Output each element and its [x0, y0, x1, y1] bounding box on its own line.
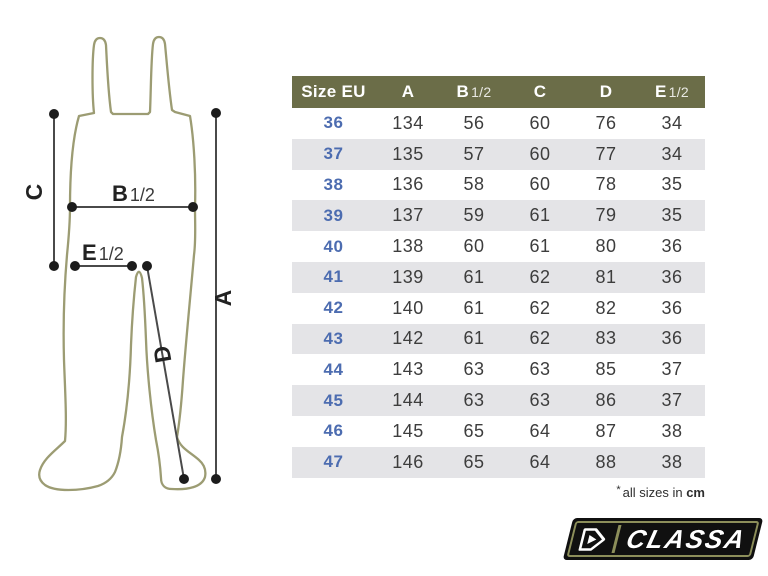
measure-dot [49, 109, 59, 119]
value-cell-d: 81 [595, 266, 617, 287]
label-e: E [82, 240, 97, 265]
size-cell: 40 [323, 236, 344, 256]
value-cell-e: 34 [661, 143, 683, 164]
value-cell-a: 135 [392, 143, 424, 164]
value-cell-d: 83 [595, 328, 617, 349]
value-cell-d: 76 [595, 112, 617, 133]
footnote-text: all sizes in [622, 485, 683, 500]
col-header-e [639, 76, 705, 108]
measure-dot [49, 261, 59, 271]
units-footnote [292, 484, 705, 500]
value-cell-e: 35 [661, 174, 683, 195]
measure-dot [179, 474, 189, 484]
value-cell-a: 134 [392, 112, 424, 133]
value-cell-b: 59 [463, 205, 485, 226]
measure-dot [127, 261, 137, 271]
value-cell-a: 140 [392, 297, 424, 318]
value-cell-d: 78 [595, 174, 617, 195]
label-b-fraction: 1/2 [129, 185, 155, 205]
table-row [292, 139, 705, 170]
value-cell-b: 57 [463, 143, 485, 164]
measure-dot [67, 202, 77, 212]
measure-dot [211, 108, 221, 118]
value-cell-c: 61 [529, 236, 551, 257]
footnote-asterisk: * [616, 484, 621, 496]
measure-dot [211, 474, 221, 484]
size-cell: 39 [323, 205, 344, 225]
size-cell: 46 [323, 421, 344, 441]
value-cell-c: 61 [529, 205, 551, 226]
table-row [292, 447, 705, 478]
size-cell: 41 [323, 267, 344, 287]
value-cell-c: 64 [529, 451, 551, 472]
value-cell-d: 86 [595, 390, 617, 411]
value-cell-b: 63 [463, 359, 485, 380]
label-a: A [210, 289, 236, 307]
value-cell-a: 137 [392, 205, 424, 226]
value-cell-d: 77 [595, 143, 617, 164]
measure-line-d [147, 266, 184, 479]
table-body [292, 108, 705, 478]
value-cell-b: 61 [463, 328, 485, 349]
logo-divider [612, 525, 622, 553]
value-cell-c: 62 [529, 297, 551, 318]
value-cell-b: 60 [463, 236, 485, 257]
size-cell: 47 [323, 452, 344, 472]
value-cell-d: 87 [595, 420, 617, 441]
value-cell-b: 56 [463, 112, 485, 133]
value-cell-b: 61 [463, 297, 485, 318]
label-e-half [82, 240, 124, 265]
value-cell-a: 139 [392, 266, 424, 287]
value-cell-a: 138 [392, 236, 424, 257]
brand-d-arrow-icon [577, 527, 610, 552]
value-cell-a: 146 [392, 451, 424, 472]
col-header-a-label: A [401, 82, 415, 101]
value-cell-a: 145 [392, 420, 424, 441]
table-row [292, 200, 705, 231]
label-b-half [112, 181, 155, 206]
col-header-c-label: C [533, 82, 547, 101]
value-cell-d: 82 [595, 297, 617, 318]
value-cell-b: 58 [463, 174, 485, 195]
table-row [292, 108, 705, 139]
value-cell-e: 36 [661, 266, 683, 287]
value-cell-a: 144 [392, 390, 424, 411]
table-row [292, 324, 705, 355]
value-cell-e: 38 [661, 420, 683, 441]
value-cell-d: 88 [595, 451, 617, 472]
value-cell-c: 60 [529, 174, 551, 195]
classa-logo [568, 518, 758, 560]
measure-dot [70, 261, 80, 271]
waders-measurement-diagram [0, 0, 280, 530]
value-cell-e: 37 [661, 359, 683, 380]
col-header-e-fraction: 1/2 [668, 84, 689, 100]
table-row [292, 416, 705, 447]
value-cell-e: 36 [661, 297, 683, 318]
value-cell-d: 85 [595, 359, 617, 380]
value-cell-b: 61 [463, 266, 485, 287]
footnote-unit: cm [686, 485, 705, 500]
value-cell-c: 62 [529, 266, 551, 287]
size-cell: 37 [323, 144, 344, 164]
size-table [292, 76, 705, 478]
col-header-size-eu: Size EU [301, 82, 366, 101]
label-e-fraction: 1/2 [98, 244, 124, 264]
value-cell-c: 63 [529, 359, 551, 380]
value-cell-e: 38 [661, 451, 683, 472]
value-cell-c: 64 [529, 420, 551, 441]
label-d: D [147, 343, 177, 365]
value-cell-a: 143 [392, 359, 424, 380]
table-header-row [292, 76, 705, 108]
brand-name: CLASSA [623, 524, 750, 554]
col-header-c [507, 76, 573, 108]
logo-plate [563, 518, 763, 560]
size-cell: 45 [323, 390, 344, 410]
value-cell-c: 60 [529, 112, 551, 133]
col-header-d-label: D [599, 82, 613, 101]
col-header-b [441, 76, 507, 108]
value-cell-b: 65 [463, 420, 485, 441]
value-cell-c: 63 [529, 390, 551, 411]
table-row [292, 262, 705, 293]
table-row [292, 354, 705, 385]
table-row [292, 293, 705, 324]
value-cell-d: 79 [595, 205, 617, 226]
value-cell-c: 62 [529, 328, 551, 349]
value-cell-b: 63 [463, 390, 485, 411]
size-cell: 42 [323, 298, 344, 318]
label-c: C [21, 183, 47, 201]
col-header-b-fraction: 1/2 [471, 84, 492, 100]
size-cell: 38 [323, 174, 344, 194]
size-cell: 44 [323, 359, 344, 379]
value-cell-a: 142 [392, 328, 424, 349]
value-cell-e: 36 [661, 328, 683, 349]
value-cell-e: 36 [661, 236, 683, 257]
col-header-a [375, 76, 441, 108]
size-cell: 43 [323, 328, 344, 348]
value-cell-e: 35 [661, 205, 683, 226]
size-cell: 36 [323, 113, 344, 133]
value-cell-c: 60 [529, 143, 551, 164]
value-cell-b: 65 [463, 451, 485, 472]
table-row [292, 385, 705, 416]
measure-dot [188, 202, 198, 212]
value-cell-d: 80 [595, 236, 617, 257]
col-header-d [573, 76, 639, 108]
table-row [292, 170, 705, 201]
value-cell-a: 136 [392, 174, 424, 195]
measure-dot [142, 261, 152, 271]
col-header-b-label: B [456, 82, 470, 101]
label-b: B [112, 181, 128, 206]
table-row [292, 231, 705, 262]
col-header-e-label: E [654, 82, 667, 101]
value-cell-e: 34 [661, 112, 683, 133]
value-cell-e: 37 [661, 390, 683, 411]
